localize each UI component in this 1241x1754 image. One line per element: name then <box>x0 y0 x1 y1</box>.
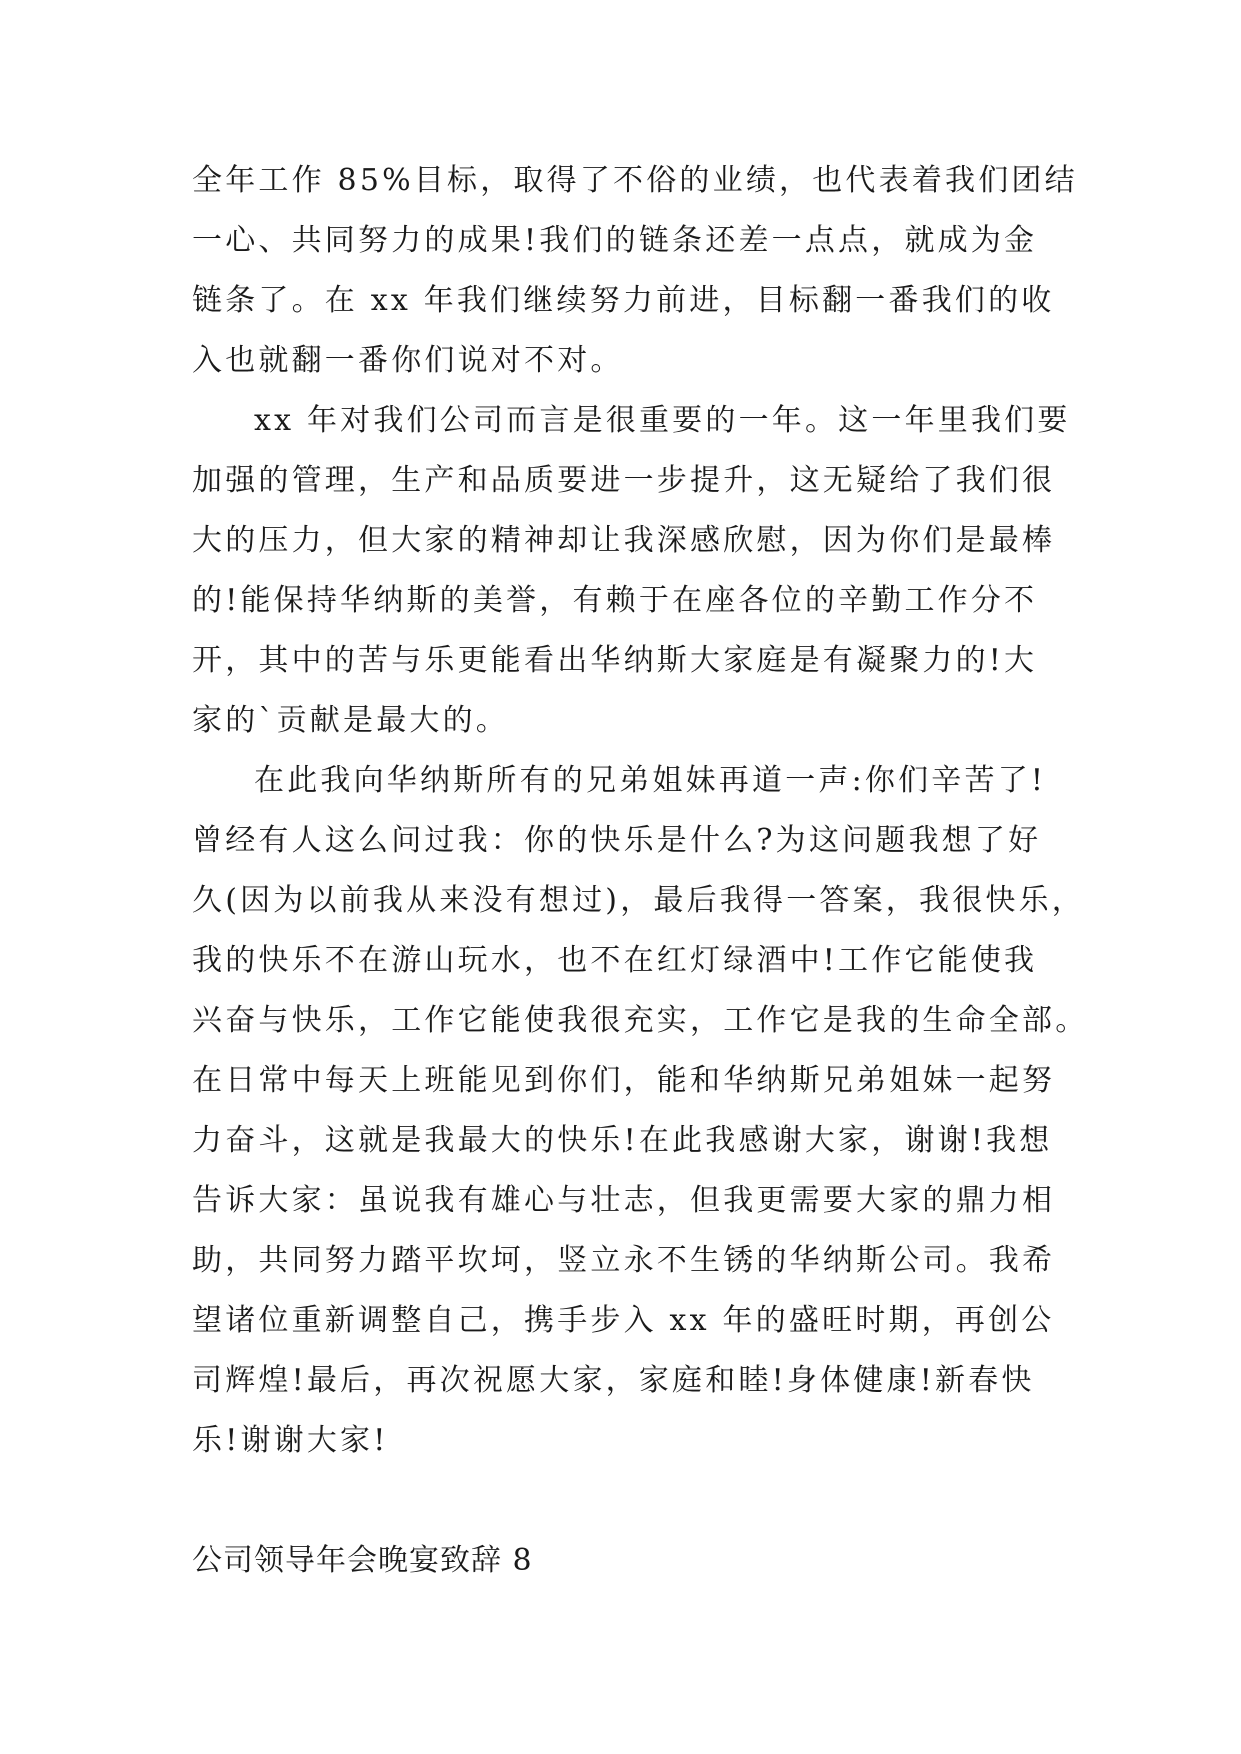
paragraph-3-line-6: 在日常中每天上班能见到你们，能和华纳斯兄弟姐妹一起努 <box>192 1063 1056 1098</box>
paragraph-2-line-6: 家的`贡献是最大的。 <box>192 703 509 738</box>
paragraph-3-line-7: 力奋斗，这就是我最大的快乐!在此我感谢大家，谢谢!我想 <box>192 1123 1053 1158</box>
section-heading: 公司领导年会晚宴致辞 8 <box>192 1543 533 1578</box>
paragraph-3-line-5: 兴奋与快乐，工作它能使我很充实，工作它是我的生命全部。 <box>192 1003 1089 1038</box>
paragraph-3-line-11: 司辉煌!最后，再次祝愿大家，家庭和睦!身体健康!新春快 <box>192 1363 1035 1398</box>
paragraph-2-line-2: 加强的管理，生产和品质要进一步提升，这无疑给了我们很 <box>192 463 1056 498</box>
paragraph-1-line-3: 链条了。在 xx 年我们继续努力前进，目标翻一番我们的收 <box>192 283 1055 318</box>
paragraph-2-line-3: 大的压力，但大家的精神却让我深感欣慰，因为你们是最棒 <box>192 523 1056 558</box>
paragraph-3-line-2: 曾经有人这么问过我：你的快乐是什么?为这问题我想了好 <box>192 823 1042 858</box>
paragraph-3-line-10: 望诸位重新调整自己，携手步入 xx 年的盛旺时期，再创公 <box>192 1303 1055 1338</box>
paragraph-3-line-8: 告诉大家：虽说我有雄心与壮志，但我更需要大家的鼎力相 <box>192 1183 1056 1218</box>
paragraph-3-line-3: 久(因为以前我从来没有想过)，最后我得一答案，我很快乐， <box>192 883 1086 918</box>
paragraph-2-line-5: 开，其中的苦与乐更能看出华纳斯大家庭是有凝聚力的!大 <box>192 643 1038 678</box>
paragraph-3-line-4: 我的快乐不在游山玩水，也不在红灯绿酒中!工作它能使我 <box>192 943 1038 978</box>
paragraph-2-line-1: xx 年对我们公司而言是很重要的一年。这一年里我们要 <box>254 403 1071 438</box>
paragraph-3-line-9: 助，共同努力踏平坎坷，竖立永不生锈的华纳斯公司。我希 <box>192 1243 1056 1278</box>
paragraph-1-line-4: 入也就翻一番你们说对不对。 <box>192 343 624 378</box>
paragraph-1-line-1: 全年工作 85%目标，取得了不俗的业绩，也代表着我们团结 <box>192 163 1078 198</box>
paragraph-3-line-12: 乐!谢谢大家! <box>192 1423 389 1458</box>
paragraph-2-line-4: 的!能保持华纳斯的美誉，有赖于在座各位的辛勤工作分不 <box>192 583 1038 618</box>
paragraph-1-line-2: 一心、共同努力的成果!我们的链条还差一点点，就成为金 <box>192 223 1038 258</box>
paragraph-3-line-1: 在此我向华纳斯所有的兄弟姐妹再道一声:你们辛苦了! <box>254 763 1047 798</box>
